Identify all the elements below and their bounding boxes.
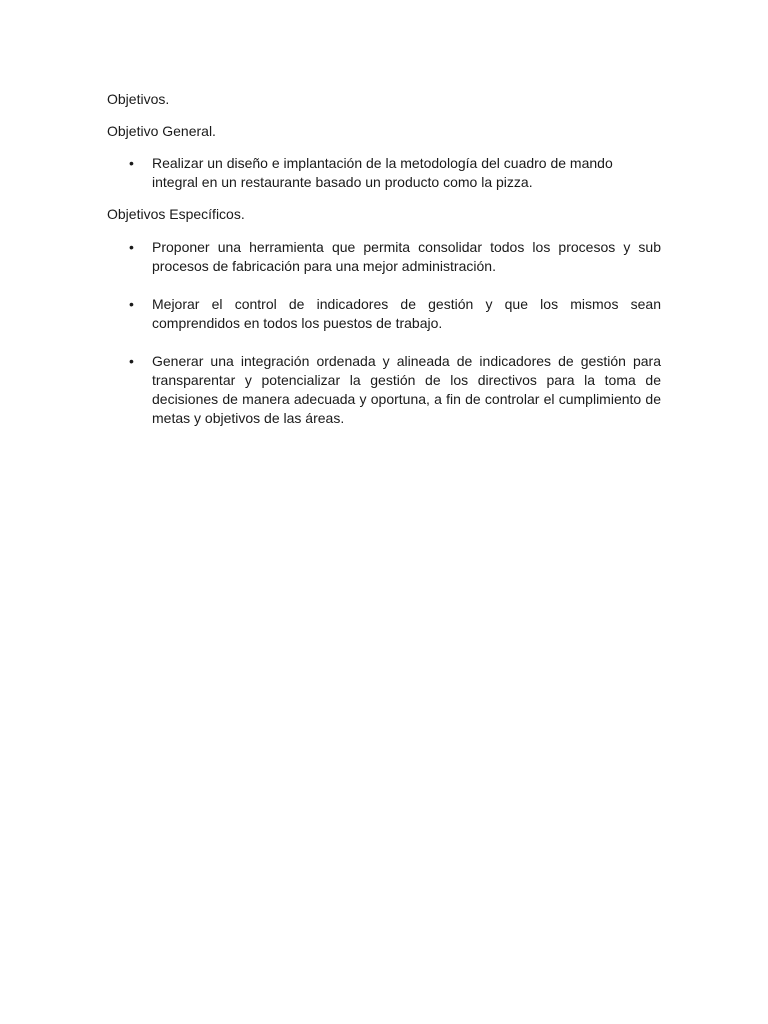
specific-objectives-heading: Objetivos Específicos. — [107, 206, 245, 222]
general-objective-text: Realizar un diseño e implantación de la metodología del cuadro de mando integral en un restaurante basado un producto como la pizza. — [152, 155, 613, 190]
general-objective-heading: Objetivo General. — [107, 123, 216, 139]
bullet-icon: • — [129, 296, 134, 312]
general-objective-item — [129, 154, 661, 194]
specific-objective-text: Mejorar el control de indicadores de gestión y que los mismos sean comprendidos en todos los puestos de trabajo. — [152, 296, 661, 331]
page-title: Objetivos. — [107, 91, 170, 107]
bullet-icon: • — [129, 239, 134, 255]
specific-objective-item — [129, 238, 661, 278]
specific-objective-text: Proponer una herramienta que permita consolidar todos los procesos y sub procesos de fabricación para una mejor administración. — [152, 239, 661, 274]
specific-objective-item — [129, 295, 661, 335]
specific-objective-text: Generar una integración ordenada y alineada de indicadores de gestión para transparentar y potencializar la gestión de los directivos para la toma de decisiones de manera adecuada y oportuna, a fin de controlar el cumplimiento de metas y objetivos de las áreas. — [152, 353, 661, 426]
specific-objective-item — [129, 352, 661, 432]
bullet-icon: • — [129, 353, 134, 369]
bullet-icon: • — [129, 155, 134, 171]
